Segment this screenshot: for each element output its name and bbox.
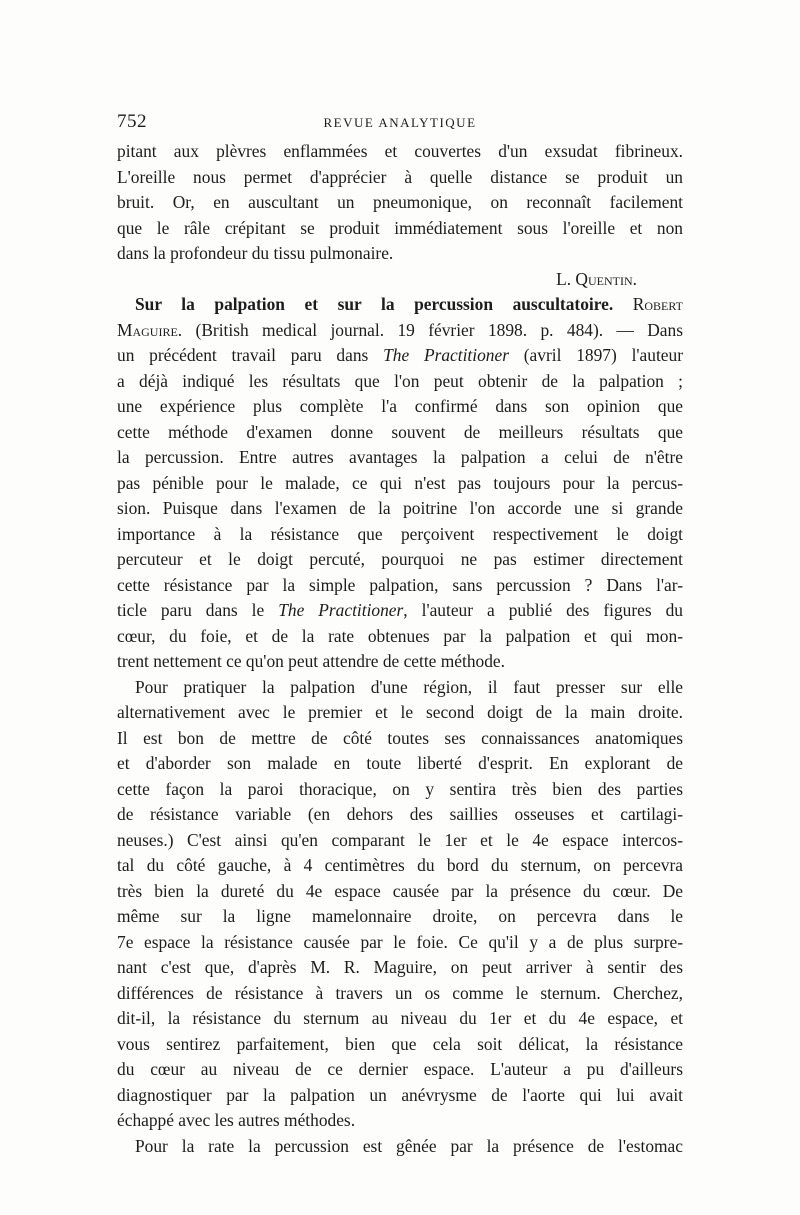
article-title: Sur la palpation et sur la percussion auscultatoire. — [135, 294, 614, 314]
text-line: de résistance variable (en dehors des saillies osseuses et cartilagi- — [117, 804, 683, 824]
text-line: et d'aborder son malade en toute liberté d'esprit. En explorant de — [117, 753, 683, 773]
author-last-name: Maguire. — [117, 319, 183, 340]
text-line: du cœur au niveau de ce dernier espace. L'auteur a pu d'ailleurs — [117, 1059, 683, 1079]
text-line: cœur, du foie, et de la rate obtenues par la palpation et qui mon- — [117, 625, 683, 646]
citation-line — [117, 318, 683, 344]
text-line: très bien la dureté du 4e espace causée par la présence du cœur. De — [117, 880, 683, 901]
text-line: vous sentirez parfaitement, bien que cela soit délicat, la résistance — [117, 1033, 683, 1054]
text-line: cette résistance par la simple palpation, sans percussion ? Dans l'ar- — [117, 574, 683, 595]
text-line: percuteur et le doigt percuté, pourquoi ne pas estimer directement — [117, 549, 683, 569]
text-line: une expérience plus complète l'a confirmé dans son opinion que — [117, 396, 683, 416]
text-line: 7e espace la résistance causée par le foie. Ce qu'il y a de plus surpre- — [117, 931, 683, 952]
text-line: L'oreille nous permet d'apprécier à quelle distance se produit un — [117, 166, 683, 187]
citation: (British medical journal. 19 février 1898. p. 484). — Dans — [195, 319, 683, 340]
text-line: sion. Puisque dans l'examen de la poitrine l'on accorde une si grande — [117, 498, 683, 518]
text-line: diagnostiquer par la palpation un anévrysme de l'aorte qui lui avait — [117, 1084, 683, 1105]
text-line: dit-il, la résistance du sternum au niveau du 1er et du 4e espace, et — [117, 1008, 683, 1028]
text-line: échappé avec les autres méthodes. — [117, 1110, 356, 1130]
text-line: neuses.) C'est ainsi qu'en comparant le 1er et le 4e espace intercos- — [117, 829, 683, 850]
text-line: même sur la ligne mamelonnaire droite, on percevra dans le — [117, 906, 683, 926]
text-line: Pour la rate la percussion est gênée par la présence de l'estomac — [135, 1135, 683, 1156]
journal-title: The Practitioner — [278, 600, 404, 620]
text-line: trent nettement ce qu'on peut attendre de cette méthode. — [117, 651, 505, 671]
journal-title: The Practitioner — [383, 345, 509, 365]
page-number: 752 — [117, 111, 147, 132]
article-title-line — [117, 292, 683, 318]
text-line: que le râle crépitant se produit immédiatement sous l'oreille et non — [117, 217, 683, 238]
text-line: la percussion. Entre autres avantages la palpation a celui de n'être — [117, 447, 683, 467]
text-line: pitant aux plèvres enflammées et couvertes d'un exsudat fibrineux. — [117, 141, 683, 161]
author-first-name: Robert — [632, 294, 683, 314]
text-line: importance à la résistance que perçoivent respectivement le doigt — [117, 523, 683, 544]
text-line: Il est bon de mettre de côté toutes ses connaissances anatomiques — [117, 727, 683, 748]
text-line: cette méthode d'examen donne souvent de meilleurs résultats que — [117, 421, 683, 442]
body-text — [117, 139, 683, 1159]
text-line: nant c'est que, d'après M. R. Maguire, on peut arriver à sentir des — [117, 957, 683, 977]
signature: L. Quentin. — [556, 268, 637, 289]
text-line: un précédent travail paru dans The Practitioner (avril 1897) l'auteur — [117, 345, 683, 365]
text-line: Pour pratiquer la palpation d'une région, il faut presser sur elle — [135, 676, 683, 697]
text-line: différences de résistance à travers un os comme le sternum. Cherchez, — [117, 982, 683, 1003]
text-line: alternativement avec le premier et le second doigt de la main droite. — [117, 702, 683, 722]
text-line: ticle paru dans le The Practitioner, l'auteur a publié des figures du — [117, 600, 683, 620]
text-line: tal du côté gauche, à 4 centimètres du bord du sternum, on percevra — [117, 855, 683, 875]
text-line: pas pénible pour le malade, ce qui n'est pas toujours pour la percus- — [117, 472, 683, 493]
page-header — [117, 111, 683, 133]
text-line: cette façon la paroi thoracique, on y sentira très bien des parties — [117, 778, 683, 799]
text-line: dans la profondeur du tissu pulmonaire. — [117, 243, 394, 263]
text-line: bruit. Or, en auscultant un pneumonique, on reconnaît facilement — [117, 192, 683, 212]
running-head: REVUE ANALYTIQUE — [323, 115, 477, 130]
text-line: a déjà indiqué les résultats que l'on peut obtenir de la palpation ; — [117, 370, 683, 391]
